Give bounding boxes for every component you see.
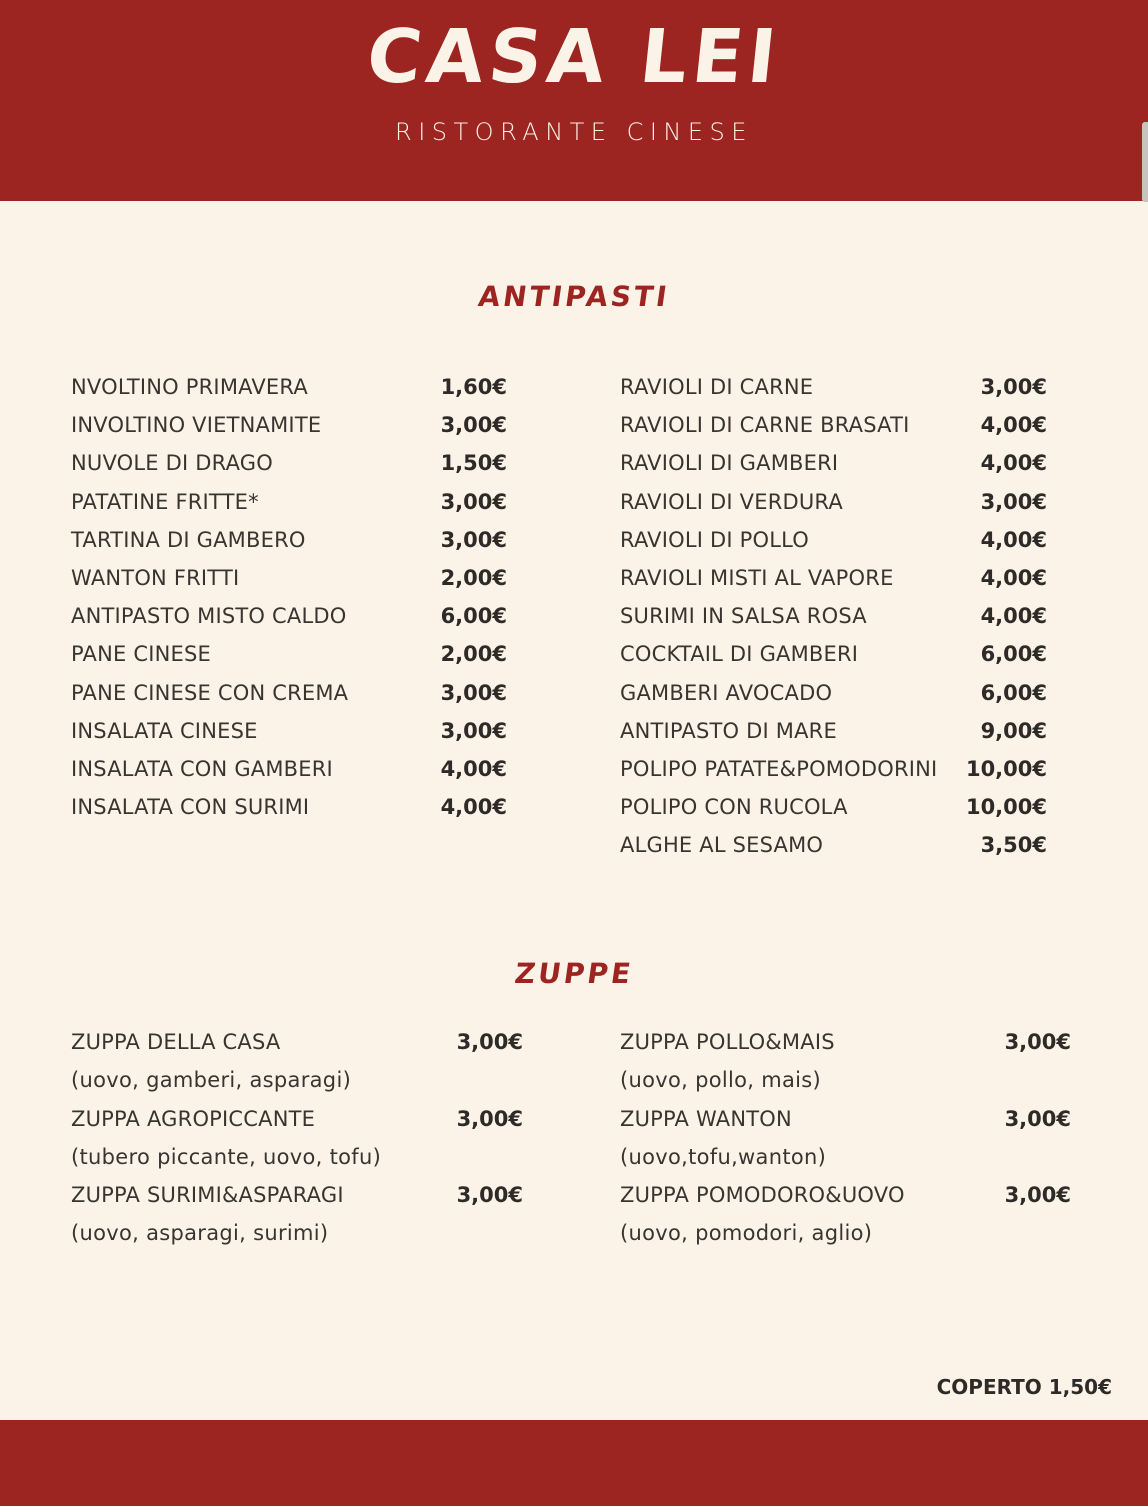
menu-item-price: 1,50€ [440, 451, 507, 476]
menu-item-name: ZUPPA DELLA CASA [71, 1030, 281, 1054]
menu-item-name: NVOLTINO PRIMAVERA [71, 375, 308, 399]
section-title-antipasti: ANTIPASTI [476, 280, 672, 313]
menu-item-name: RAVIOLI DI POLLO [620, 527, 810, 552]
menu-item-price: 4,00€ [980, 604, 1047, 629]
menu-item-price: 3,00€ [1004, 1030, 1071, 1054]
menu-item-name: ZUPPA SURIMI&ASPARAGI [71, 1183, 344, 1207]
menu-item-name: RAVIOLI DI VERDURA [620, 489, 843, 514]
menu-item-name: TARTINA DI GAMBERO [71, 527, 306, 552]
menu-item-name: RAVIOLI DI CARNE BRASATI [620, 413, 910, 438]
menu-item-price: 4,00€ [980, 413, 1047, 438]
menu-footer [0, 1420, 1148, 1506]
menu-item-name: RAVIOLI DI GAMBERI [620, 451, 839, 476]
menu-item-price: 3,00€ [440, 527, 507, 552]
menu-item-description: (uovo,tofu,wanton) [620, 1144, 827, 1169]
menu-item-description: (uovo, pomodori, aglio) [620, 1221, 873, 1246]
menu-item-price: 3,00€ [440, 718, 507, 743]
menu-item-name: PANE CINESE CON CREMA [71, 680, 349, 705]
scrollbar-thumb[interactable] [1142, 122, 1148, 202]
menu-item-price: 3,50€ [980, 833, 1047, 858]
menu-item-name: RAVIOLI MISTI AL VAPORE [620, 566, 894, 590]
menu-item-name: ZUPPA WANTON [620, 1106, 792, 1131]
menu-item-name: PANE CINESE [71, 642, 211, 667]
menu-item-name: COCKTAIL DI GAMBERI [620, 642, 859, 667]
menu-item-price: 9,00€ [980, 718, 1047, 743]
menu-item-name: POLIPO CON RUCOLA [620, 795, 848, 820]
menu-item-price: 4,00€ [980, 527, 1047, 552]
restaurant-subtitle: RISTORANTE CINESE [395, 118, 753, 146]
menu-item-price: 4,00€ [440, 757, 507, 781]
menu-item-name: SURIMI IN SALSA ROSA [620, 604, 867, 629]
menu-item-name: INSALATA CON GAMBERI [71, 757, 333, 781]
menu-item-name: INSALATA CON SURIMI [71, 795, 310, 820]
menu-item-price: 3,00€ [456, 1183, 523, 1207]
menu-item-name: GAMBERI AVOCADO [620, 680, 833, 705]
menu-item-price: 6,00€ [980, 642, 1047, 667]
menu-item-name: NUVOLE DI DRAGO [71, 451, 273, 476]
menu-item-price: 3,00€ [440, 413, 507, 438]
menu-item-price: 3,00€ [456, 1106, 523, 1131]
menu-item-description: (uovo, asparagi, surimi) [71, 1221, 329, 1246]
menu-item-price: 10,00€ [965, 795, 1047, 820]
menu-item-name: PATATINE FRITTE* [71, 489, 259, 514]
menu-item-description: (uovo, gamberi, asparagi) [71, 1068, 352, 1093]
menu-item-price: 3,00€ [980, 375, 1047, 399]
menu-item-name: ANTIPASTO DI MARE [620, 718, 837, 743]
menu-item-price: 3,00€ [440, 680, 507, 705]
restaurant-name: CASA LEI [362, 14, 786, 100]
menu-item-price: 1,60€ [440, 375, 507, 399]
menu-item-price: 3,00€ [1004, 1183, 1071, 1207]
menu-header [0, 0, 1148, 201]
menu-item-price: 6,00€ [440, 604, 507, 629]
menu-item-name: ZUPPA POLLO&MAIS [620, 1030, 835, 1054]
section-title-zuppe: ZUPPE [512, 957, 636, 990]
menu-item-price: 4,00€ [440, 795, 507, 820]
menu-item-name: INSALATA CINESE [71, 718, 258, 743]
menu-item-price: 3,00€ [440, 489, 507, 514]
menu-item-name: WANTON FRITTI [71, 566, 240, 590]
menu-item-price: 4,00€ [980, 451, 1047, 476]
menu-item-name: ZUPPA AGROPICCANTE [71, 1106, 316, 1131]
menu-item-price: 6,00€ [980, 680, 1047, 705]
menu-item-name: ANTIPASTO MISTO CALDO [71, 604, 347, 629]
menu-item-name: RAVIOLI DI CARNE [620, 375, 814, 399]
menu-item-name: ZUPPA POMODORO&UOVO [620, 1183, 905, 1207]
menu-item-description: (tubero piccante, uovo, tofu) [71, 1144, 382, 1169]
menu-item-price: 3,00€ [1004, 1106, 1071, 1131]
menu-item-name: ALGHE AL SESAMO [620, 833, 824, 858]
menu-item-price: 2,00€ [440, 642, 507, 667]
menu-item-description: (uovo, pollo, mais) [620, 1068, 822, 1093]
cover-charge: COPERTO 1,50€ [936, 1375, 1112, 1399]
menu-item-price: 4,00€ [980, 566, 1047, 590]
menu-item-price: 3,00€ [456, 1030, 523, 1054]
menu-item-name: POLIPO PATATE&POMODORINI [620, 757, 938, 781]
menu-item-name: INVOLTINO VIETNAMITE [71, 413, 322, 438]
menu-item-price: 3,00€ [980, 489, 1047, 514]
menu-item-price: 2,00€ [440, 566, 507, 590]
menu-item-price: 10,00€ [965, 757, 1047, 781]
